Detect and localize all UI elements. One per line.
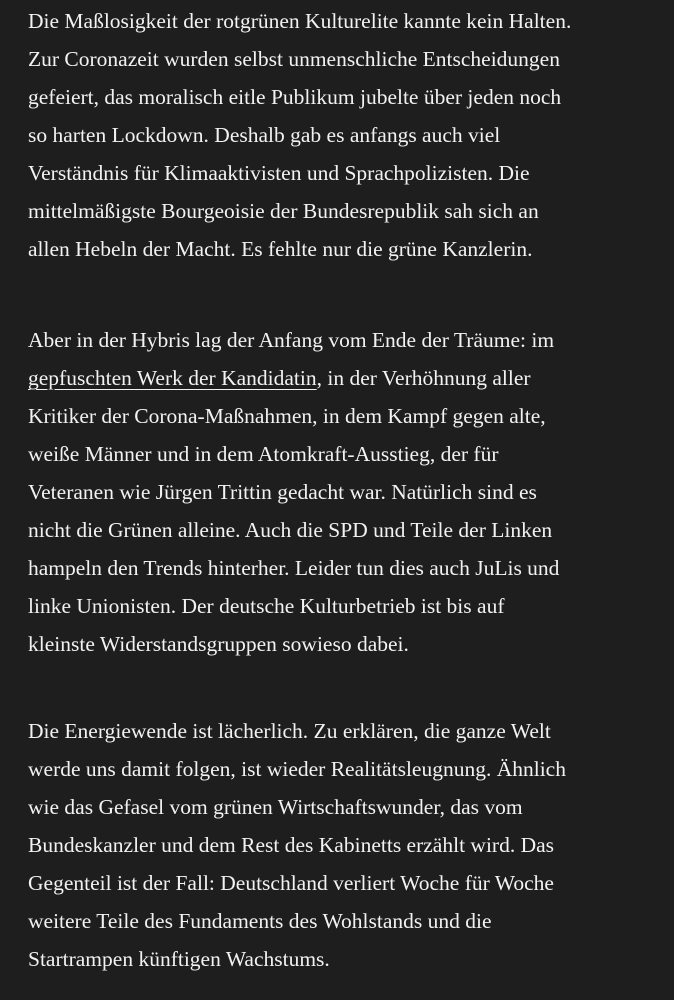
text-fragment: , in der Verhöhnung aller xyxy=(316,366,531,390)
text-line: Startrampen künftigen Wachstums. xyxy=(28,947,330,971)
paragraph-2 xyxy=(28,321,668,663)
text-line-with-link xyxy=(28,359,668,397)
text-line: Zur Coronazeit wurden selbst unmenschliche Entscheidungen xyxy=(28,47,560,71)
text-line: Gegenteil ist der Fall: Deutschland verliert Woche für Woche xyxy=(28,871,554,895)
text-line: werde uns damit folgen, ist wieder Realitätsleugnung. Ähnlich xyxy=(28,757,566,781)
text-line: allen Hebeln der Macht. Es fehlte nur die grüne Kanzlerin. xyxy=(28,237,533,261)
text-line: weiße Männer und in dem Atomkraft-Ausstieg, der für xyxy=(28,442,499,466)
text-line: Aber in der Hybris lag der Anfang vom Ende der Träume: im xyxy=(28,328,555,352)
text-line: Kritiker der Corona-Maßnahmen, in dem Kampf gegen alte, xyxy=(28,404,546,428)
text-line: gefeiert, das moralisch eitle Publikum jubelte über jeden noch xyxy=(28,85,562,109)
text-line: linke Unionisten. Der deutsche Kulturbetrieb ist bis auf xyxy=(28,594,505,618)
text-line: hampeln den Trends hinterher. Leider tun dies auch JuLis und xyxy=(28,556,560,580)
text-line: wie das Gefasel vom grünen Wirtschaftswunder, das vom xyxy=(28,795,523,819)
text-line: Veteranen wie Jürgen Trittin gedacht war. Natürlich sind es xyxy=(28,480,537,504)
paragraph-3 xyxy=(28,712,668,978)
paragraph-1 xyxy=(28,2,668,268)
text-line: mittelmäßigste Bourgeoisie der Bundesrepublik sah sich an xyxy=(28,199,539,223)
text-line: nicht die Grünen alleine. Auch die SPD und Teile der Linken xyxy=(28,518,553,542)
text-line: so harten Lockdown. Deshalb gab es anfangs auch viel xyxy=(28,123,501,147)
text-line: Die Maßlosigkeit der rotgrünen Kulturelite kannte kein Halten. xyxy=(28,9,572,33)
text-line: weitere Teile des Fundaments des Wohlstands und die xyxy=(28,909,492,933)
candidate-work-link[interactable]: gepfuschten Werk der Kandidatin xyxy=(28,366,317,390)
text-line: kleinste Widerstandsgruppen sowieso dabei. xyxy=(28,632,409,656)
text-line: Die Energiewende ist lächerlich. Zu erklären, die ganze Welt xyxy=(28,719,551,743)
text-line: Verständnis für Klimaaktivisten und Sprachpolizisten. Die xyxy=(28,161,530,185)
text-line: Bundeskanzler und dem Rest des Kabinetts erzählt wird. Das xyxy=(28,833,555,857)
